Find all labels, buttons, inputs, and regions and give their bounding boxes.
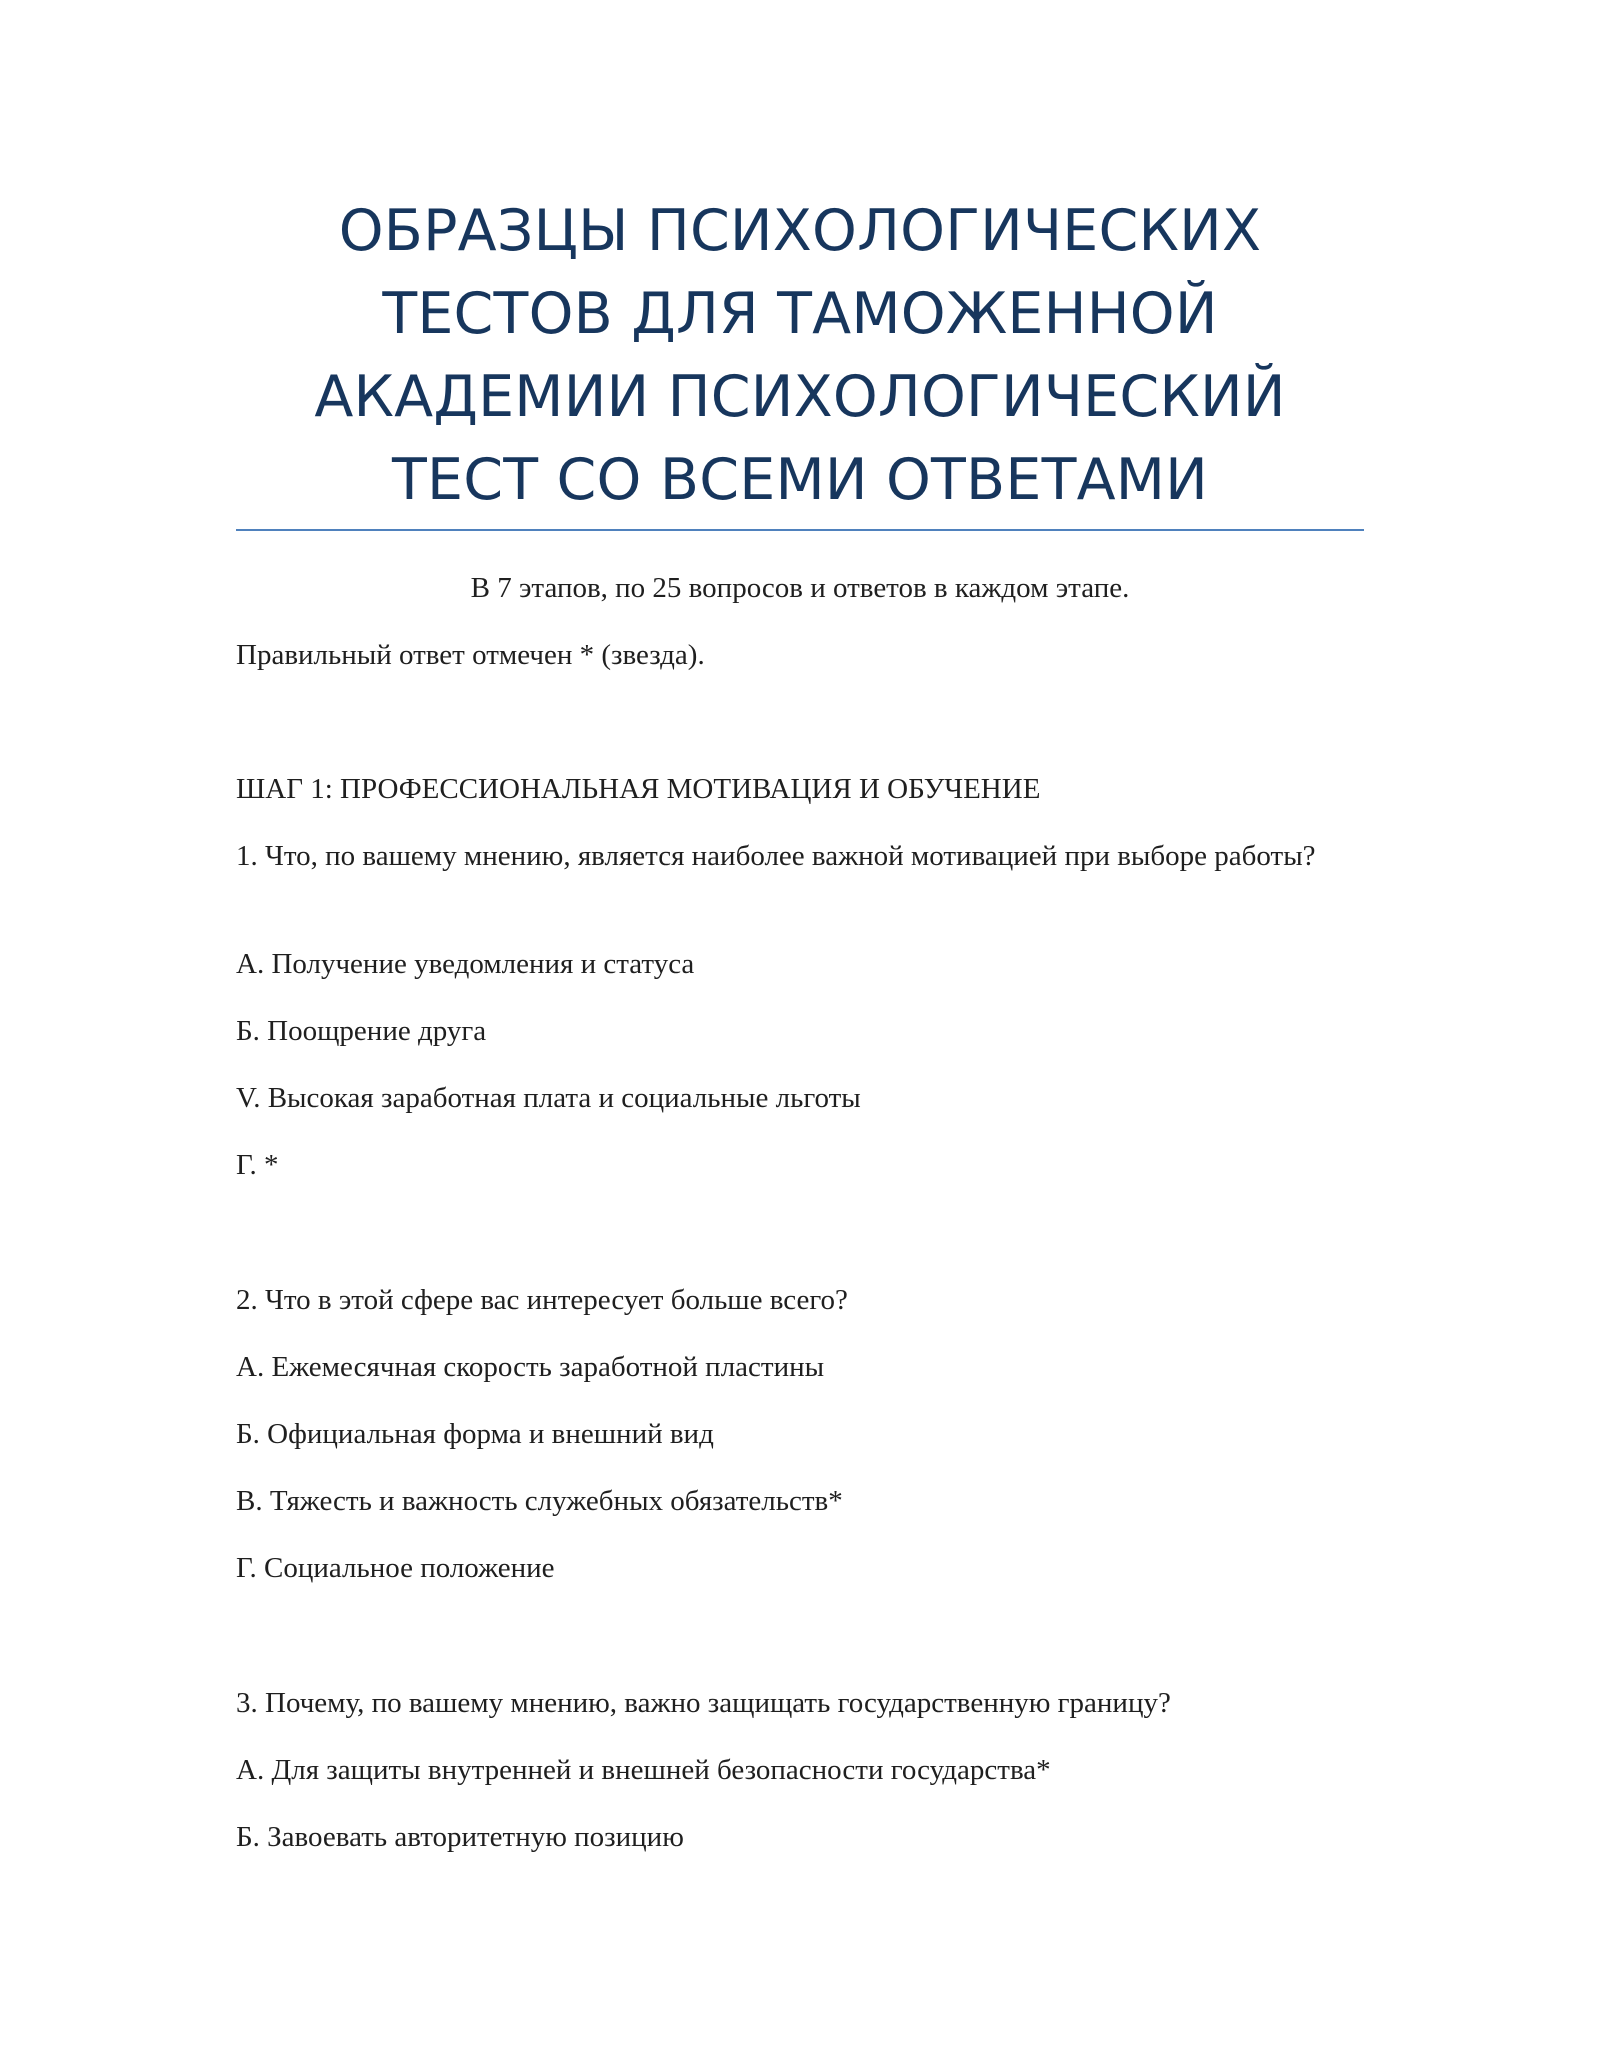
question-3-text: 3. Почему, по вашему мнению, важно защищать государственную границу? (236, 1687, 1171, 1719)
question-1-option-c: V. Высокая заработная плата и социальные льготы (236, 1082, 861, 1114)
question-3-option-a: А. Для защиты внутренней и внешней безопасности государства* (236, 1754, 1051, 1786)
answer-note: Правильный ответ отмечен * (звезда). (236, 639, 705, 671)
question-2-option-d: Г. Социальное положение (236, 1552, 555, 1584)
question-2-option-b: Б. Официальная форма и внешний вид (236, 1418, 714, 1450)
document-title: ОБРАЗЦЫ ПСИХОЛОГИЧЕСКИХ ТЕСТОВ ДЛЯ ТАМОЖЕННОЙ АКАДЕМИИ ПСИХОЛОГИЧЕСКИЙ ТЕСТ СО ВСЕМИ ОТВЕТАМИ (314, 198, 1286, 513)
question-2-option-c: В. Тяжесть и важность служебных обязательств* (236, 1485, 843, 1517)
question-2-text: 2. Что в этой сфере вас интересует больше всего? (236, 1284, 848, 1316)
question-3-option-b: Б. Завоевать авторитетную позицию (236, 1821, 684, 1853)
question-1-option-b: Б. Поощрение друга (236, 1015, 487, 1047)
question-1-option-a: А. Получение уведомления и статуса (236, 948, 695, 980)
document-title-block (236, 190, 1364, 522)
question-1-option-d: Г. * (236, 1149, 279, 1181)
title-underline (236, 529, 1364, 531)
question-2-option-a: А. Ежемесячная скорость заработной пластины (236, 1351, 825, 1383)
step-heading: ШАГ 1: ПРОФЕССИОНАЛЬНАЯ МОТИВАЦИЯ И ОБУЧЕНИЕ (236, 773, 1041, 805)
question-1-text: 1. Что, по вашему мнению, является наиболее важной мотивацией при выборе работы? (236, 840, 1316, 872)
document-subtitle: В 7 этапов, по 25 вопросов и ответов в каждом этапе. (470, 572, 1130, 604)
